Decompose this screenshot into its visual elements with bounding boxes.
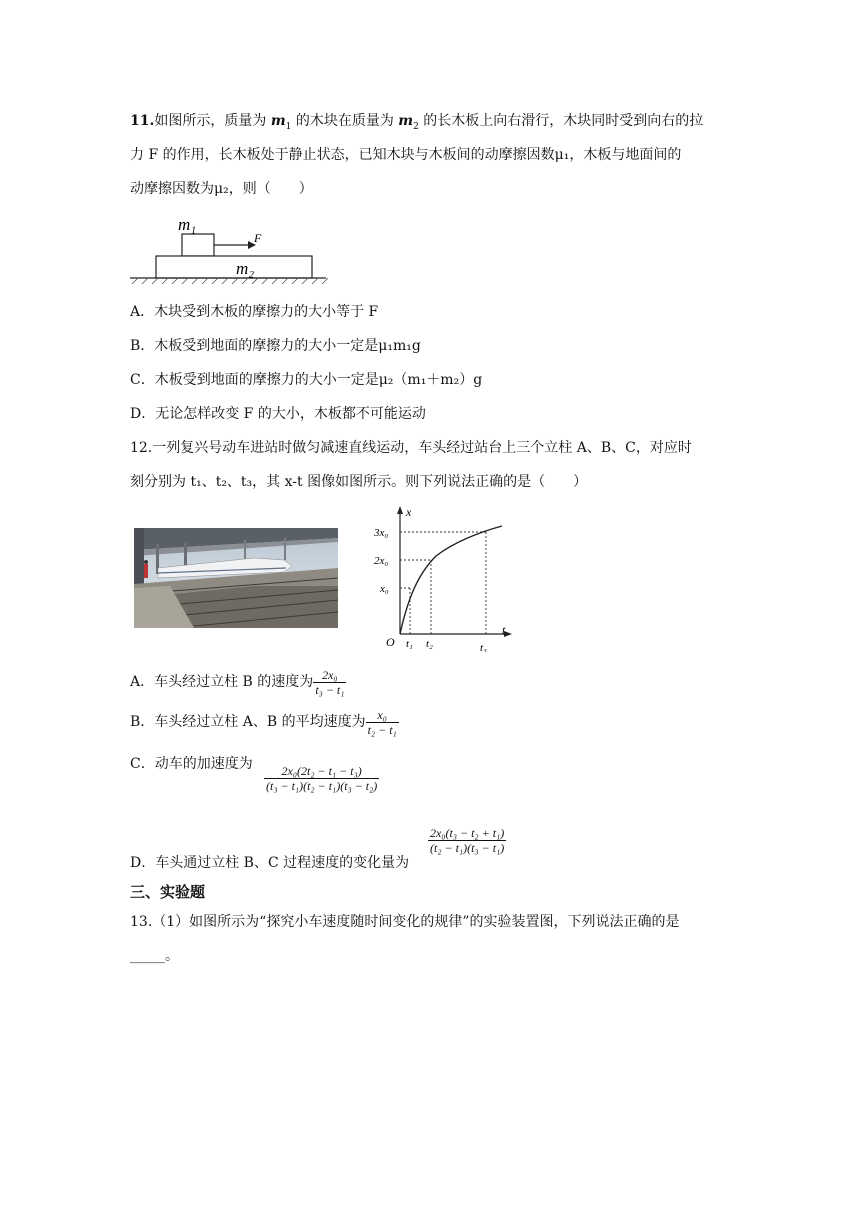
y-tick-3x0: 3x₀ [374, 527, 389, 539]
y-tick-x0: x₀ [380, 583, 389, 595]
q11-block-board-figure [128, 208, 328, 290]
block-label: m₁ [178, 215, 197, 234]
q11-option-c: C．木板受到地面的摩擦力的大小一定是μ₂（m₁＋m₂）g [130, 372, 483, 388]
q11-option-d: D．无论怎样改变 F 的大小，木板都不可能运动 [130, 406, 426, 422]
q12-option-a: A．车头经过立柱 B 的速度为 $\frac{\text{2x₀}}{\text{t₃ − t₁}}$ [130, 667, 345, 697]
q12-option-c-label: C．动车的加速度为 [130, 756, 253, 772]
q12-stem-line1: 12.一列复兴号动车进站时做匀减速直线运动，车头经过站台上三个立柱 A、B、C，对应时 [130, 440, 692, 456]
origin-label: O [386, 635, 395, 649]
train-station-photo [134, 528, 338, 628]
option-b-fraction: $\frac{\text{x₀}}{\text{t₂ − t₁}}$ [367, 707, 397, 737]
q11-option-b: B．木板受到地面的摩擦力的大小一定是μ₁m₁g [130, 338, 421, 354]
option-a-fraction: $\frac{\text{2x₀}}{\text{t₃ − t₁}}$ [315, 667, 345, 697]
x-tick-t1: t₁ [406, 638, 413, 650]
q13-stem-line2: _____。 [130, 948, 179, 964]
option-d-fraction: $\frac{\text{2x₀(t₃ − t₂ + t₁)}}{\text{(t₂ − t₁)(t₃ − t₁)}}$ [430, 826, 505, 855]
q12-option-d-label: D．车头通过立柱 B、C 过程速度的变化量为 [130, 855, 410, 871]
q12-stem-line2: 刻分别为 t₁、t₂、t₃，其 x-t 图像如图所示。则下列说法正确的是（ ） [130, 474, 588, 490]
q11-stem-line1: 11.如图所示，质量为 $m_1$ 的木块在质量为 $m_2$ 的长木板上向右滑行，木块同时受到向右的拉 [130, 113, 704, 132]
board-label: m₂ [236, 259, 255, 278]
axis-x-label: x [406, 506, 412, 519]
q12-option-b: B．车头经过立柱 A、B 的平均速度为 $\frac{\text{x₀}}{\text{t₂ − t₁}}$ [130, 707, 397, 737]
force-label: F [254, 231, 262, 245]
option-c-fraction: $\frac{\text{2x₀(2t₂ − t₁ − t₃)}}{\text{(t₃ − t₁)(t₂ − t₁)(t₃ − t₂)}}$ [266, 764, 378, 793]
x-tick-t2: t₂ [426, 638, 433, 650]
x-tick-t3: t₃ [480, 642, 487, 652]
q13-stem-line1: 13.（1）如图所示为“探究小车速度随时间变化的规律”的实验装置图，下列说法正确的是 [130, 914, 680, 930]
q11-stem-line2: 力 F 的作用，长木板处于静止状态，已知木块与木板间的动摩擦因数μ₁，木板与地面间的 [130, 147, 682, 163]
y-tick-2x0: 2x₀ [374, 555, 389, 567]
axis-t-label: t [502, 623, 506, 637]
q11-option-a: A．木块受到木板的摩擦力的大小等于 F [130, 304, 379, 320]
section-title: 三、实验题 [130, 883, 206, 901]
x-t-graph [370, 506, 520, 652]
q11-stem-line3: 动摩擦因数为μ₂，则（ ） [130, 181, 313, 197]
